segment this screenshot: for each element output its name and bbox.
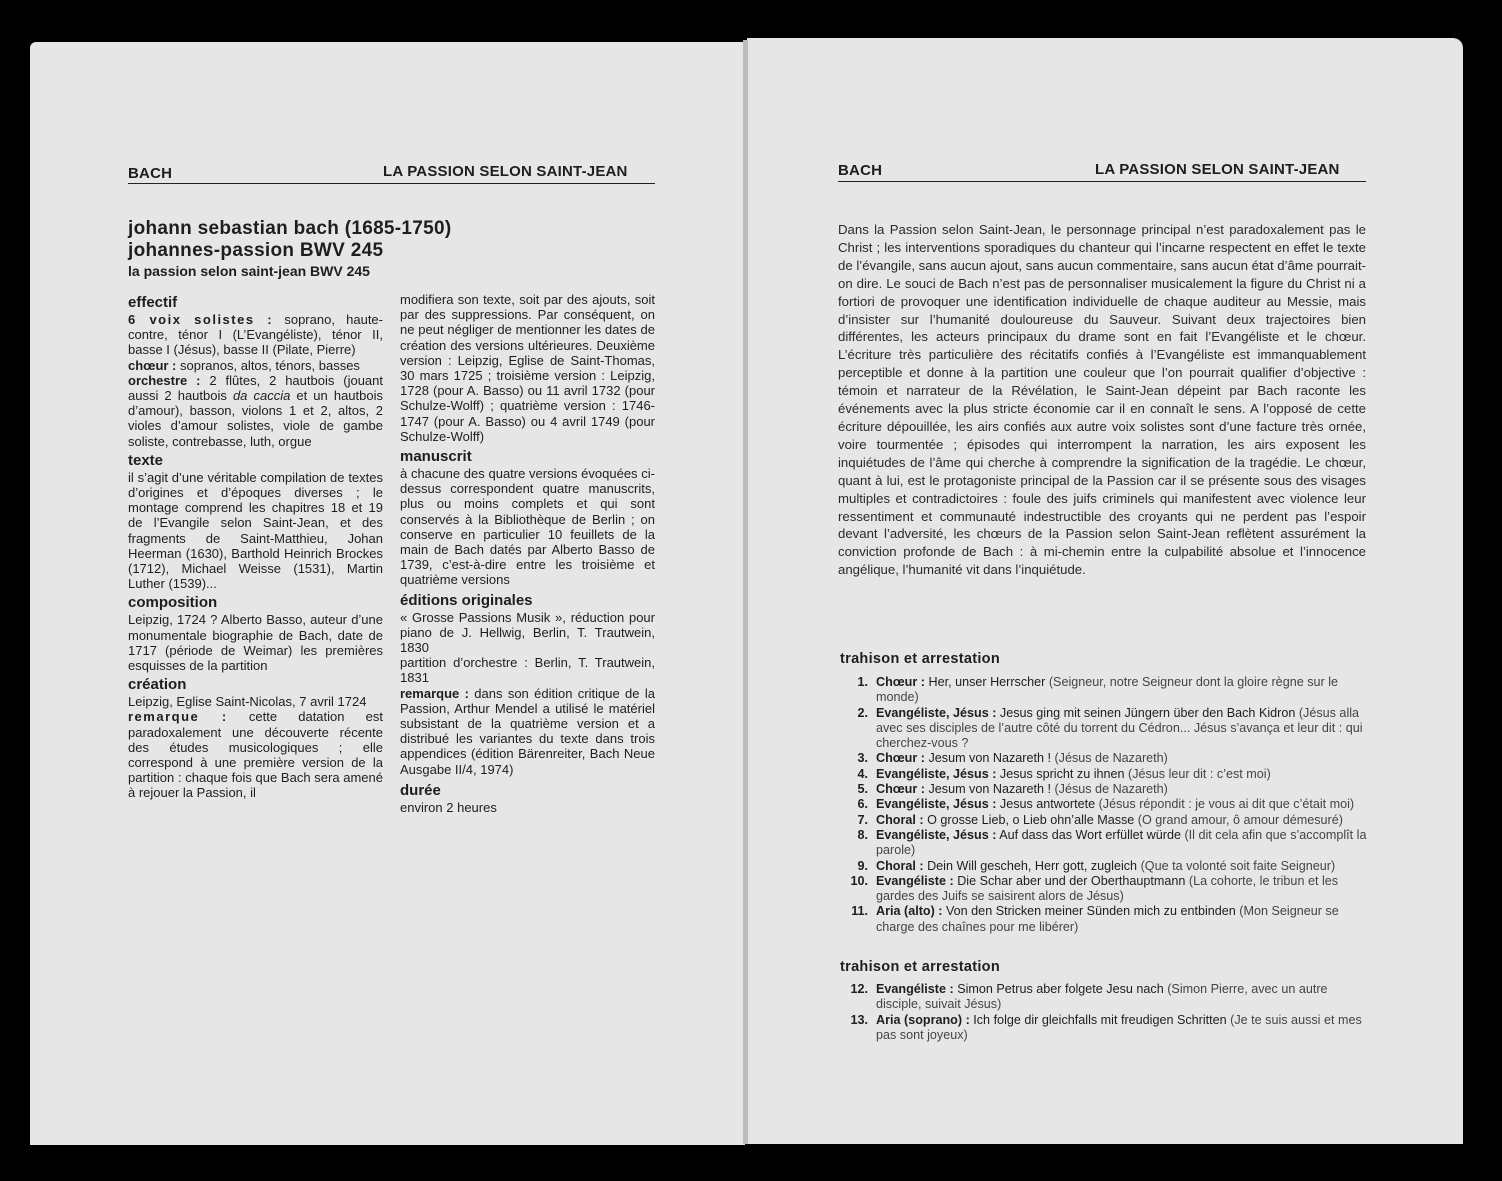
editions-remarque-text: dans son édition critique de la Passion, Arthur Mendel a utilisé le matériel subsistant de la quatrième version et a distribué les variantes du texte dans trois appendices (édition Bärenreiter, Bach Neue Ausgabe II/4, 1974) xyxy=(400,685,655,777)
track-item xyxy=(838,828,1367,859)
orchestre-text-a: 2 flûtes, 2 hautbois (jouant aussi 2 hautbois xyxy=(128,372,383,404)
essay-text: Dans la Passion selon Saint-Jean, le personnage principal n’est paradoxalement pas le Christ ; les interventions sporadiques du chanteur qui l’incarne respectent en effet le texte de l’évangile, sans aucun ajout, sans aucun commentaire, sans aucun état d’âme pourrait-on dire. Le souci de Bach n’est pas de personnaliser musicalement la figure du Christ ni a fortiori de provoquer une identification individuelle de chaque auditeur au Messie, mais d’insister sur l’humanité douloureuse du Sauveur. Suivant deux trajectoires bien différentes, les acteurs principaux du drame sont en fait l’Evangéliste et le chœur. L’écriture très particulière des récitatifs confiés à l’Evangéliste est immanquablement perceptible et donne à la partition une couleur que l’on pourrait qualifier d’objective : témoin et narrateur de la Révélation, le Saint-Jean dépeint par Bach raconte les événements avec la plus stricte économie car il en connaît le sens. A l’opposé de cette écriture dépouillée, les airs confiés aux autre voix solistes sont d’une facture très ornée, voire tourmentée ; épisodes qui interrompent la narration, les airs exposent les inquiétudes de l’âme qui cherche à comprendre la signification de la tragédie. Le chœur, quant à lui, est le protagoniste principal de la Passion car il se présente sous des visages multiples et contradictoires : foule des juifs criminels qui manifestent avec violence leur ressentiment et communauté indestructible des croyants qui ne perdent pas l’espoir devant l’adversité, les chœurs de la Passion selon Saint-Jean reflètent assurément la conviction profonde de Bach : à mi-chemin entre la culpabilité absolue et l’innocence angélique, l’humanité vit dans l’inquiétude. xyxy=(838,222,1366,578)
title-composer: johann sebastian bach (1685-1750) xyxy=(128,218,452,239)
creation-body: Leipzig, Eglise Saint-Nicolas, 7 avril 1724 xyxy=(128,694,367,710)
track-number: 2. xyxy=(857,705,868,720)
solistes-text: soprano, haute-contre, ténor I (L’Evangéliste), ténor II, basse I (Jésus), basse II (Pilate, Pierre) xyxy=(128,312,383,358)
track-performer: Evangéliste : xyxy=(876,982,954,996)
track-translation: (Je te suis aussi et mes pas sont joyeux) xyxy=(876,1012,1362,1042)
track-title: Die Schar aber und der Oberthauptmann xyxy=(953,873,1186,888)
track-item xyxy=(838,767,1367,782)
track-item xyxy=(838,904,1367,935)
track-list-2 xyxy=(838,982,1367,1043)
book-spine xyxy=(743,40,748,1144)
track-number: 4. xyxy=(857,766,868,781)
duree-body: environ 2 heures xyxy=(400,799,497,815)
track-item xyxy=(838,675,1367,706)
track-body xyxy=(876,751,1367,766)
effectif-choeur xyxy=(128,358,383,373)
track-translation: (Jésus leur dit : c’est moi) xyxy=(1124,766,1271,781)
track-title: Dein Will gescheh, Herr gott, zugleich xyxy=(923,858,1138,873)
editions-remarque xyxy=(400,686,655,777)
track-translation: (Jésus répondit : je vous ai dit que c’était moi) xyxy=(1095,797,1355,812)
track-translation: (Simon Pierre, avec un autre disciple, suivait Jésus) xyxy=(876,982,1328,1012)
track-number: 9. xyxy=(857,858,868,873)
choeur-text: sopranos, altos, ténors, basses xyxy=(176,357,360,373)
track-item xyxy=(838,797,1367,812)
track-performer: Evangéliste, Jésus : xyxy=(876,705,997,720)
creation-continuation: modifiera son texte, soit par des ajouts, soit par des suppressions. Par conséquent, on ne peut négliger de mentionner les dates de création des versions ultérieures. Deuxième version : Leipzig, Eglise de Saint-Thomas, 30 mars 1725 ; troisième version : Leipzig, 1728 (pour A. Basso) ou 11 avril 1732 (pour Schulze-Wolff) ; quatrième version : 1746-1747 (pour A. Basso) ou 4 avril 1749 (pour Schulze-Wolff) xyxy=(400,292,655,444)
orchestre-text-b: et un hautbois d’amour), basson, violons 1 et 2, altos, 2 violes d’amour solistes, viole de gambe soliste, contrebasse, luth, orgue xyxy=(128,388,383,449)
track-performer: Evangéliste, Jésus : xyxy=(876,827,997,842)
track-number: 12. xyxy=(850,982,868,996)
section-heading-2: trahison et arrestation xyxy=(840,959,1000,975)
track-performer: Chœur : xyxy=(876,751,925,766)
orchestre-label: orchestre : xyxy=(128,372,201,388)
track-body xyxy=(876,859,1367,874)
track-number: 10. xyxy=(850,873,868,888)
track-translation: (Mon Seigneur se charge des chaînes pour me libérer) xyxy=(876,904,1339,934)
track-translation: (Jésus alla avec ses disciples de l’autre côté du torrent du Cédron... Jésus s’avança et leur dit : qui cherchez-vous ? xyxy=(876,705,1363,751)
track-translation: (Jésus de Nazareth) xyxy=(1050,782,1168,797)
track-title: Jesus ging mit seinen Jüngern über den Bach Kidron xyxy=(996,705,1296,720)
choeur-label: chœur : xyxy=(128,357,177,373)
heading-effectif: effectif xyxy=(128,294,178,311)
track-performer: Evangéliste : xyxy=(876,873,954,888)
track-translation: (La cohorte, le tribun et les gardes des Juifs se saisirent alors de Jésus) xyxy=(876,873,1339,904)
left-header-composer: BACH xyxy=(128,165,173,182)
manuscrit-body: à chacune des quatre versions évoquées ci-dessus correspondent quatre manuscrits, plus ou moins complets et qui sont conservés à la Bibliothèque de Berlin ; on conserve en particulier 10 feuillets de la main de Bach datés par Alberto Basso de 1739, c’est-à-dire entre les troisième et quatrième versions xyxy=(400,466,655,588)
track-item xyxy=(838,1013,1367,1044)
track-body xyxy=(876,828,1367,859)
track-title: Von den Stricken meiner Sünden mich zu entbinden xyxy=(942,904,1236,919)
effectif-orchestre xyxy=(128,373,383,449)
track-body xyxy=(876,706,1367,752)
track-title: Ich folge dir gleichfalls mit freudigen Schritten xyxy=(969,1012,1227,1027)
track-performer: Chœur : xyxy=(876,782,925,797)
track-translation: (Jésus de Nazareth) xyxy=(1050,751,1168,766)
track-title: Her, unser Herrscher xyxy=(924,675,1046,689)
editions-body-2: partition d’orchestre : Berlin, T. Trautwein, 1831 xyxy=(400,655,655,686)
track-performer: Evangéliste, Jésus : xyxy=(876,797,997,812)
track-item xyxy=(838,982,1367,1013)
editions-body-1: « Grosse Passions Musik », réduction pour piano de J. Hellwig, Berlin, T. Trautwein, 1830 xyxy=(400,609,655,656)
track-title: Jesum von Nazareth ! xyxy=(924,751,1051,766)
track-title: O grosse Lieb, o Lieb ohn’alle Masse xyxy=(923,812,1135,827)
track-performer: Choral : xyxy=(876,812,924,827)
track-number: 1. xyxy=(857,675,868,689)
right-header-work: LA PASSION SELON SAINT-JEAN xyxy=(1095,161,1340,178)
track-title: Auf dass das Wort erfüllet würde xyxy=(996,827,1181,842)
track-number: 8. xyxy=(857,827,868,842)
track-performer: Choral : xyxy=(876,858,924,873)
track-translation: (Il dit cela afin que s’accomplît la parole) xyxy=(876,827,1367,858)
track-body xyxy=(876,797,1367,812)
effectif-solistes xyxy=(128,312,383,358)
track-performer: Evangéliste, Jésus : xyxy=(876,766,997,781)
track-list-1 xyxy=(838,675,1367,935)
composition-body: Leipzig, 1724 ? Alberto Basso, auteur d’une monumentale biographie de Bach, date de 1717 (période de Weimar) les premières esquisses de la partition xyxy=(128,612,383,674)
track-title: Jesum von Nazareth ! xyxy=(924,782,1051,797)
heading-editions: éditions originales xyxy=(400,591,533,609)
track-body xyxy=(876,813,1367,828)
track-item xyxy=(838,874,1367,905)
track-number: 13. xyxy=(850,1012,868,1027)
track-body xyxy=(876,1013,1367,1044)
heading-composition: composition xyxy=(128,594,218,612)
track-body xyxy=(876,904,1367,935)
track-item xyxy=(838,813,1367,828)
left-header-work: LA PASSION SELON SAINT-JEAN xyxy=(383,163,628,180)
track-body xyxy=(876,782,1367,797)
track-title: Jesus spricht zu ihnen xyxy=(996,766,1125,781)
track-item xyxy=(838,859,1367,874)
right-header-composer: BACH xyxy=(838,162,883,179)
editions-remarque-label: remarque : xyxy=(400,685,469,701)
heading-duree: durée xyxy=(400,781,441,799)
track-title: Simon Petrus aber folgete Jesu nach xyxy=(953,982,1164,996)
left-header-rule xyxy=(128,183,655,184)
left-column-2 xyxy=(400,292,655,815)
track-performer: Aria (alto) : xyxy=(876,904,943,919)
title-work-french: la passion selon saint-jean BWV 245 xyxy=(128,263,370,279)
track-body xyxy=(876,675,1367,706)
right-header-rule xyxy=(838,181,1366,182)
creation-remarque xyxy=(128,709,383,800)
track-item xyxy=(838,751,1367,766)
heading-manuscrit: manuscrit xyxy=(400,448,472,466)
track-number: 7. xyxy=(857,812,868,827)
track-performer: Aria (soprano) : xyxy=(876,1012,970,1027)
track-translation: (Que ta volonté soit faite Seigneur) xyxy=(1137,858,1336,873)
heading-texte: texte xyxy=(128,451,164,469)
track-number: 11. xyxy=(851,904,868,919)
track-item xyxy=(838,706,1367,752)
track-body xyxy=(876,767,1367,782)
track-number: 3. xyxy=(857,751,868,766)
track-body xyxy=(876,982,1367,1013)
solistes-label: 6 voix solistes : xyxy=(128,312,274,327)
remarque-label: remarque : xyxy=(128,709,228,725)
title-work-german: johannes-passion BWV 245 xyxy=(128,240,384,261)
track-number: 5. xyxy=(857,782,868,797)
track-number: 6. xyxy=(857,797,868,812)
right-page xyxy=(747,38,1463,1144)
remarque-text: cette datation est paradoxalement une découverte récente des études musicologiques ; elle correspond à une première version de la partition : chaque fois que Bach sera amené à rejouer la Passion, il xyxy=(128,709,383,801)
left-column-1 xyxy=(128,292,383,801)
track-translation: (O grand amour, ô amour démesuré) xyxy=(1134,812,1343,827)
track-translation: (Seigneur, notre Seigneur dont la gloire règne sur le monde) xyxy=(876,675,1338,705)
orchestre-italic: da caccia xyxy=(232,388,291,404)
track-body xyxy=(876,874,1367,905)
track-item xyxy=(838,782,1367,797)
track-title: Jesus antwortete xyxy=(996,797,1096,812)
track-performer: Chœur : xyxy=(876,675,925,689)
heading-creation: création xyxy=(128,676,187,694)
texte-body: il s’agit d’une véritable compilation de textes d’origines et d’époques diverses ; le montage comprend les chapitres 18 et 19 de l’Evangile selon Saint-Jean, et des fragments de Saint-Matthieu, Johan Heerman (1630), Barthold Heinrich Brockes (1712), Michael Weisse (1531), Martin Luther (1539)... xyxy=(128,469,383,592)
section-heading-1: trahison et arrestation xyxy=(840,651,1000,667)
